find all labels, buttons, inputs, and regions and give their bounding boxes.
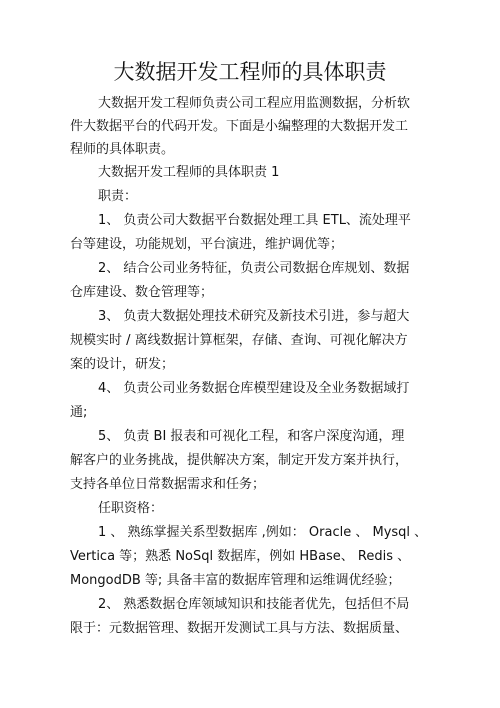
list-item-line: 台等建设，功能规划，平台演进，维护调优等； — [70, 237, 344, 252]
list-item-line: 2、 结合公司业务特征，负责公司数据仓库规划、数据 — [98, 261, 410, 276]
list-item-line: MongodDB 等; 具备丰富的数据库管理和运维调优经验； — [70, 573, 401, 588]
paragraph-line: 大数据开发工程师负责公司工程应用监测数据，分析软 — [98, 96, 411, 111]
list-item-line: 限于：元数据管理、数据开发测试工具与方法、数据质量、 — [70, 621, 409, 636]
qualifications-heading: 任职资格： — [98, 501, 164, 516]
list-item-line: Vertica 等；熟悉 NoSql 数据库，例如 HBase、 Redis 、 — [70, 549, 411, 564]
list-item-line: 仓库建设、数仓管理等； — [70, 285, 214, 300]
list-item-line: 2、 熟悉数据仓库领域知识和技能者优先，包括但不局 — [98, 597, 410, 612]
responsibilities-heading: 职责： — [98, 189, 138, 204]
list-item-line: 1 、 熟练掌握关系型数据库 ,例如： Oracle 、 Mysql 、 — [98, 525, 428, 540]
list-item-line: 3、 负责大数据处理技术研究及新技术引进，参与超大 — [98, 309, 410, 324]
list-item-line: 1、 负责公司大数据平台数据处理工具 ETL、流处理平 — [98, 213, 411, 228]
list-item-line: 案的设计，研发； — [70, 357, 175, 372]
list-item-line: 支持各单位日常数据需求和任务； — [70, 477, 266, 492]
paragraph-line: 程师的具体职责。 — [70, 142, 175, 157]
section-heading: 大数据开发工程师的具体职责 1 — [98, 165, 280, 180]
document-title: 大数据开发工程师的具体职责 — [113, 60, 387, 84]
list-item-line: 4、 负责公司业务数据仓库模型建设及全业务数据域打 — [98, 381, 410, 396]
list-item-line: 5、 负责 BI 报表和可视化工程，和客户深度沟通，理 — [98, 429, 405, 444]
paragraph-line: 件大数据平台的代码开发。下面是小编整理的大数据开发工 — [70, 119, 409, 134]
list-item-line: 规模实时 / 离线数据计算框架，存储、查询、可视化解决方 — [70, 333, 408, 348]
list-item-line: 通; — [70, 405, 88, 420]
list-item-line: 解客户的业务挑战，提供解决方案，制定开发方案并执行， — [70, 453, 409, 468]
